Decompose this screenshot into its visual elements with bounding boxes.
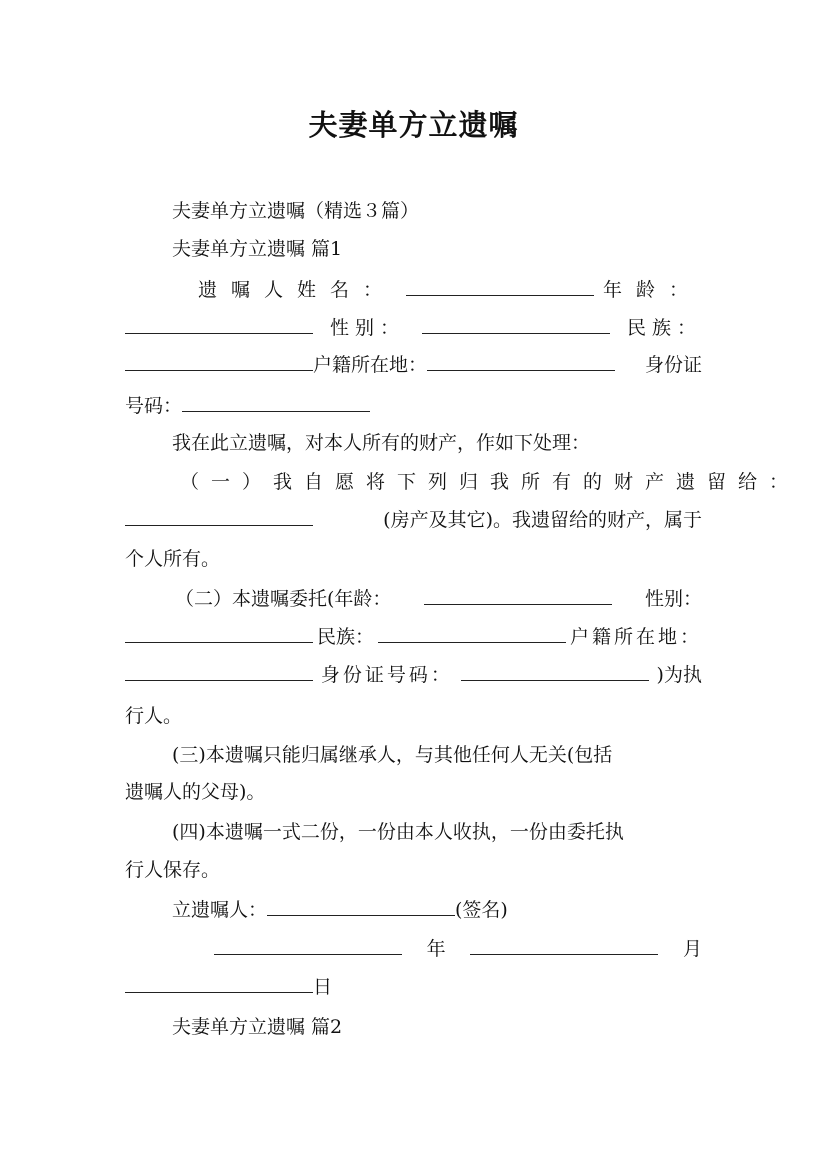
month-label: 月 [682,938,702,960]
year-blank [214,936,402,955]
day-label: 日 [313,976,333,998]
testator-ethnicity-label: 民族： [626,317,702,339]
testator-id-row [125,393,702,419]
testator-id-blank [182,393,370,412]
item4-line-2: 行人保存。 [125,859,221,881]
item2-ethnicity-label: 民族： [316,626,374,648]
testator-residence-label: 户籍所在地： [313,354,428,376]
testator-name-row [198,277,702,303]
month-blank [470,936,658,955]
item1-row [125,507,702,533]
item1-heir-blank [125,507,313,526]
item2-residence-blank [125,662,313,681]
signature-label: 立遗嘱人： [172,899,268,921]
item2-id-blank [461,662,649,681]
item2-exec-text: )为执 [656,664,702,686]
testator-residence-row [125,352,702,378]
item4-line-1: (四)本遗嘱一式二份，一份由本人收执，一份由委托执 [172,821,624,843]
signature-blank [267,897,455,916]
item2-lead: （二）本遗嘱委托(年龄： [175,588,392,610]
testator-gender-blank [422,315,610,334]
item2-row-3 [125,662,702,688]
item2-row-1 [175,586,702,612]
item2-residence-label: 户籍所在地： [569,626,702,648]
item2-id-label: 身份证号码： [320,664,453,686]
item2-end: 行人。 [125,705,183,727]
item2-gender-label: 性别： [644,588,702,610]
testator-age-label: 年龄： [602,279,702,301]
year-label: 年 [426,938,446,960]
item3-line-2: 遗嘱人的父母)。 [125,781,266,803]
item2-gender-blank [125,624,313,643]
testator-gender-label: 性别： [329,317,405,339]
testator-age-blank [125,315,313,334]
item3-line-1: (三)本遗嘱只能归属继承人，与其他任何人无关(包括 [172,744,613,766]
day-blank [125,974,313,993]
testator-gender-row [125,315,702,341]
testator-ethnicity-blank [125,352,313,371]
section-heading-1: 夫妻单方立遗嘱 篇1 [172,238,343,260]
item2-row-2 [125,624,702,650]
declaration-line: 我在此立遗嘱，对本人所有的财产，作如下处理： [172,432,591,454]
testator-id-label: 身份证 [644,354,702,376]
testator-name-blank [406,277,594,296]
day-row [125,974,702,1000]
item1-text: (房产及其它)。我遗留给的财产，属于 [383,509,702,531]
signature-row [172,897,702,923]
intro-line: 夫妻单方立遗嘱（精选３篇） [172,200,420,222]
testator-residence-blank [427,352,615,371]
item2-age-blank [424,586,612,605]
testator-name-label: 遗嘱人姓名： [198,279,397,301]
item1-end: 个人所有。 [125,548,221,570]
item1-lead: （一）我自愿将下列归我所有的财产遗留给： [180,471,801,493]
date-row [214,936,702,962]
item2-ethnicity-blank [378,624,566,643]
signature-tail: (签名) [455,899,508,921]
testator-id-label-2: 号码： [125,395,183,417]
document-title: 夫妻单方立遗嘱 [308,108,519,142]
section-heading-2: 夫妻单方立遗嘱 篇2 [172,1016,343,1038]
